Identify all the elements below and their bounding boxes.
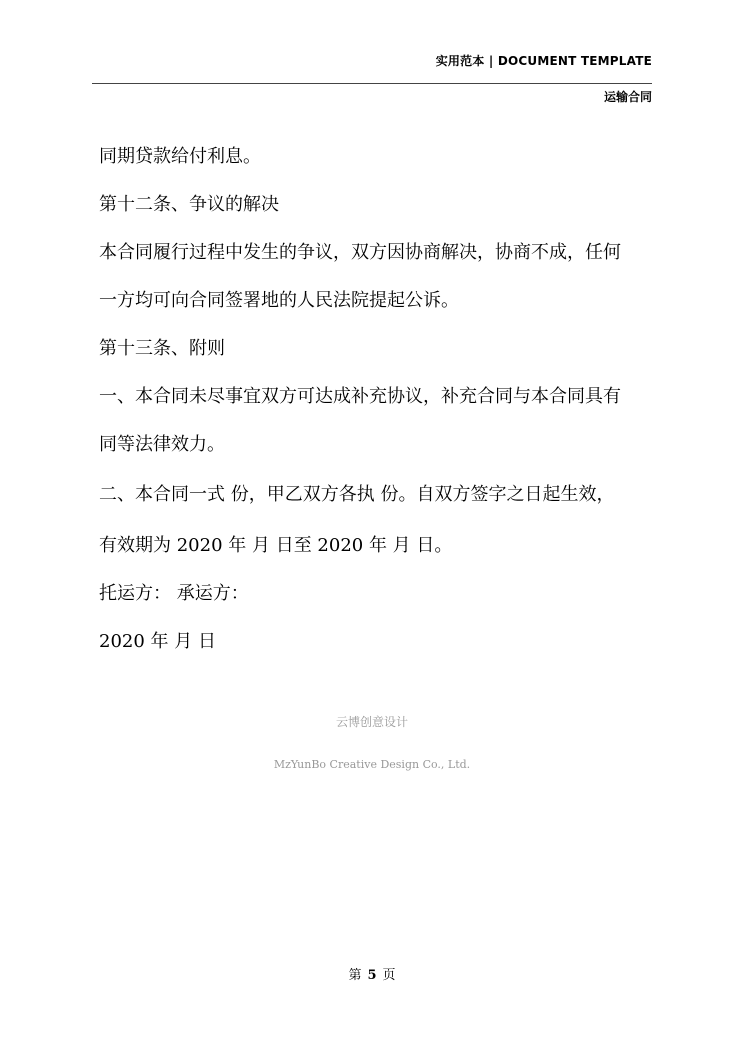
page-number bbox=[0, 964, 744, 983]
header-divider bbox=[92, 83, 652, 84]
body-line: 有效期为 2020 年 月 日至 2020 年 月 日。 bbox=[99, 535, 453, 556]
header-subtitle: 运输合同 bbox=[603, 90, 652, 104]
page-number-prefix: 第 bbox=[348, 968, 362, 983]
body-line: 本合同履行过程中发生的争议，双方因协商解决，协商不成，任何 bbox=[99, 242, 621, 263]
body-line: 二、本合同一式 份，甲乙双方各执 份。自双方签字之日起生效， bbox=[99, 484, 615, 505]
footer-company-name-en: MzYunBo Creative Design Co., Ltd. bbox=[273, 758, 471, 771]
page-number-value: 5 bbox=[367, 968, 377, 983]
body-line: 一、本合同未尽事宜双方可达成补充协议，补充合同与本合同具有 bbox=[99, 386, 621, 407]
body-line: 同期贷款给付利息。 bbox=[99, 146, 261, 167]
body-line: 2020 年 月 日 bbox=[99, 631, 216, 652]
body-line: 第十二条、争议的解决 bbox=[99, 194, 279, 215]
body-line: 一方均可向合同签署地的人民法院提起公诉。 bbox=[99, 290, 459, 311]
body-line: 同等法律效力。 bbox=[99, 434, 225, 455]
footer-company-name: 云博创意设计 bbox=[335, 715, 408, 729]
body-line: 第十三条、附则 bbox=[99, 338, 225, 359]
header-title: 实用范本 | DOCUMENT TEMPLATE bbox=[435, 54, 652, 68]
body-line: 托运方： 承运方： bbox=[99, 583, 249, 604]
page-number-suffix: 页 bbox=[382, 968, 396, 983]
